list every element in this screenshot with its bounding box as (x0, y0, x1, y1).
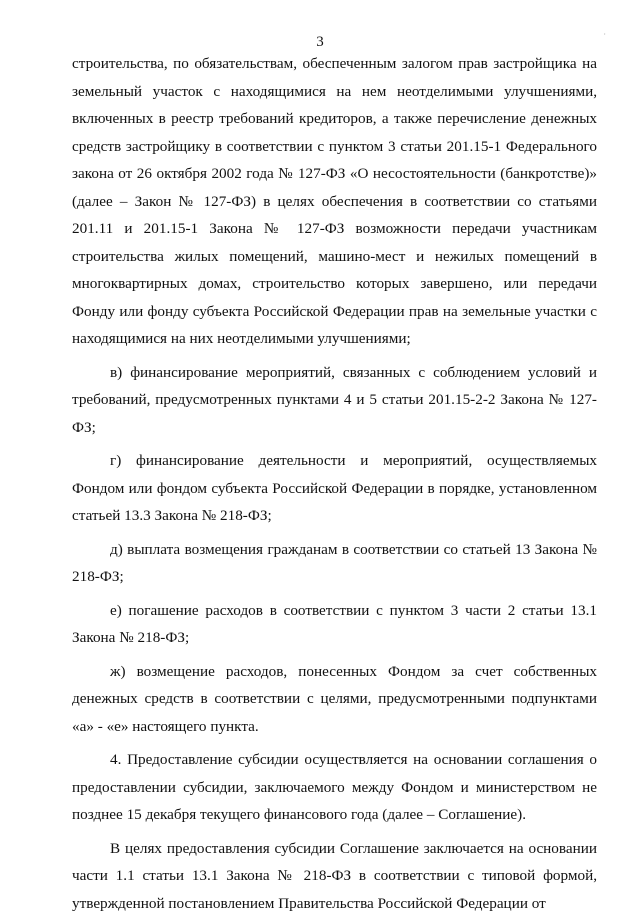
paragraph-item-d: д) выплата возмещения гражданам в соответствии со статьей 13 Закона № 218-ФЗ; (72, 540, 597, 585)
paragraph-item-v: в) финансирование мероприятий, связанных с соблюдением условий и требований, предусмотренных пунктами 4 и 5 статьи 201.15-2-2 Закона № 127-ФЗ; (72, 363, 597, 436)
document-body (72, 50, 597, 923)
paragraph-clause-4: 4. Предоставление субсидии осуществляется на основании соглашения о предоставлении субсидии, заключаемого между Фондом и министерством не позднее 15 декабря текущего финансового года (далее – Соглашение). (72, 751, 597, 823)
corner-mark: · (603, 30, 606, 39)
paragraph-item-zh: ж) возмещение расходов, понесенных Фондом за счет собственных денежных средств в соответствии с целями, предусмотренными подпунктами «а» - «е» настоящего пункта. (72, 662, 597, 735)
paragraph-continuation: строительства, по обязательствам, обеспеченным залогом прав застройщика на земельный участок с находящимися на нем неотделимыми улучшениями, включенных в реестр требований кредиторов, а также перечисление денежных средств застройщику в соответствии с пунктом 3 статьи 201.15-1 Федерального закона от 26 октября 2002 года № 127-ФЗ «О несостоятельности (банкротстве)» (далее – Закон № 127-ФЗ) в целях обеспечения в соответствии со статьями 201.11 и 201.15-1 Закона № 127-ФЗ возможности передачи участникам строительства жилых помещений, машино-мест и нежилых помещений в многоквартирных домах, строительство которых завершено, или передачи Фонду или фонду субъекта Российской Федерации прав на земельные участки с находящимися на них неотделимыми улучшениями; (72, 55, 597, 347)
page-number: 3 (316, 34, 324, 50)
paragraph-item-g: г) финансирование деятельности и мероприятий, осуществляемых Фондом или фондом субъекта Российской Федерации в порядке, установленном статьей 13.3 Закона № 218-ФЗ; (72, 452, 597, 524)
paragraph-item-e: е) погашение расходов в соответствии с пунктом 3 части 2 статьи 13.1 Закона № 218-ФЗ; (72, 601, 597, 646)
paragraph-agreement: В целях предоставления субсидии Соглашение заключается на основании части 1.1 статьи 13.1 Закона № 218-ФЗ в соответствии с типовой формой, утвержденной постановлением Правительства Российской Федерации от (72, 839, 597, 912)
